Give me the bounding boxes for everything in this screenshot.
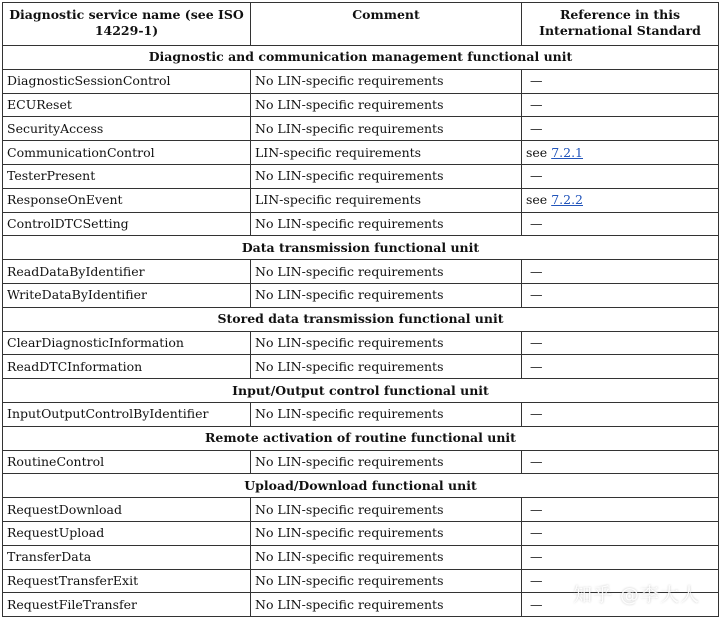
- table-row: [3, 69, 719, 93]
- table-row: [3, 260, 719, 284]
- table-row: [3, 93, 719, 117]
- table-row: [3, 498, 719, 522]
- reference-cell: —: [522, 93, 719, 117]
- reference-cell: —: [522, 521, 719, 545]
- reference-prefix: see: [526, 144, 552, 160]
- reference-link[interactable]: 7.2.2: [551, 192, 583, 208]
- table-row: [3, 164, 719, 188]
- service-name-cell: InputOutputControlByIdentifier: [3, 402, 251, 426]
- reference-cell: —: [522, 283, 719, 307]
- reference-cell: —: [522, 117, 719, 141]
- service-name-cell: ControlDTCSetting: [3, 212, 251, 236]
- table-header-row: [3, 3, 719, 46]
- table-row: [3, 402, 719, 426]
- comment-cell: No LIN-specific requirements: [251, 593, 522, 617]
- table-row: [3, 141, 719, 165]
- table-row: [3, 331, 719, 355]
- table-row: [3, 545, 719, 569]
- watermark: 知乎 @李大人: [572, 584, 700, 606]
- section-title: Upload/Download functional unit: [3, 474, 719, 498]
- reference-cell: —: [522, 355, 719, 379]
- comment-cell: No LIN-specific requirements: [251, 355, 522, 379]
- reference-cell: —: [522, 164, 719, 188]
- diagnostic-services-table: [2, 2, 719, 617]
- table-row: [3, 117, 719, 141]
- service-name-cell: RequestFileTransfer: [3, 593, 251, 617]
- service-name-cell: SecurityAccess: [3, 117, 251, 141]
- service-name-cell: ResponseOnEvent: [3, 188, 251, 212]
- table-row: [3, 450, 719, 474]
- comment-cell: No LIN-specific requirements: [251, 498, 522, 522]
- header-reference: Reference in this International Standard: [522, 3, 719, 46]
- reference-cell: —: [522, 212, 719, 236]
- section-header-row: [3, 379, 719, 403]
- table-row: [3, 283, 719, 307]
- reference-cell: —: [522, 498, 719, 522]
- reference-prefix: see: [526, 192, 552, 208]
- header-comment: Comment: [251, 3, 522, 46]
- reference-cell: [522, 141, 719, 165]
- service-name-cell: ReadDataByIdentifier: [3, 260, 251, 284]
- service-name-cell: WriteDataByIdentifier: [3, 283, 251, 307]
- table-row: [3, 355, 719, 379]
- comment-cell: LIN-specific requirements: [251, 141, 522, 165]
- table-row: [3, 521, 719, 545]
- reference-cell: —: [522, 69, 719, 93]
- comment-cell: No LIN-specific requirements: [251, 117, 522, 141]
- service-name-cell: CommunicationControl: [3, 141, 251, 165]
- section-title: Stored data transmission functional unit: [3, 307, 719, 331]
- service-name-cell: ECUReset: [3, 93, 251, 117]
- comment-cell: No LIN-specific requirements: [251, 450, 522, 474]
- service-name-cell: DiagnosticSessionControl: [3, 69, 251, 93]
- section-title: Remote activation of routine functional unit: [3, 426, 719, 450]
- document-page: [2, 2, 718, 617]
- comment-cell: No LIN-specific requirements: [251, 93, 522, 117]
- comment-cell: No LIN-specific requirements: [251, 69, 522, 93]
- service-name-cell: RequestDownload: [3, 498, 251, 522]
- section-header-row: [3, 236, 719, 260]
- comment-cell: No LIN-specific requirements: [251, 521, 522, 545]
- comment-cell: No LIN-specific requirements: [251, 569, 522, 593]
- section-title: Data transmission functional unit: [3, 236, 719, 260]
- section-title: Diagnostic and communication management functional unit: [3, 46, 719, 70]
- service-name-cell: TransferData: [3, 545, 251, 569]
- service-name-cell: TesterPresent: [3, 164, 251, 188]
- header-service-name: Diagnostic service name (see ISO 14229-1): [3, 3, 251, 46]
- service-name-cell: ClearDiagnosticInformation: [3, 331, 251, 355]
- comment-cell: No LIN-specific requirements: [251, 331, 522, 355]
- table-body: [3, 46, 719, 617]
- reference-cell: —: [522, 593, 719, 617]
- reference-cell: —: [522, 450, 719, 474]
- section-title: Input/Output control functional unit: [3, 379, 719, 403]
- comment-cell: No LIN-specific requirements: [251, 212, 522, 236]
- section-header-row: [3, 46, 719, 70]
- reference-cell: —: [522, 260, 719, 284]
- comment-cell: No LIN-specific requirements: [251, 164, 522, 188]
- service-name-cell: RoutineControl: [3, 450, 251, 474]
- reference-link[interactable]: 7.2.1: [551, 144, 583, 160]
- reference-cell: [522, 188, 719, 212]
- reference-cell: —: [522, 545, 719, 569]
- comment-cell: LIN-specific requirements: [251, 188, 522, 212]
- service-name-cell: ReadDTCInformation: [3, 355, 251, 379]
- comment-cell: No LIN-specific requirements: [251, 283, 522, 307]
- comment-cell: No LIN-specific requirements: [251, 402, 522, 426]
- service-name-cell: RequestUpload: [3, 521, 251, 545]
- table-row: [3, 188, 719, 212]
- reference-cell: —: [522, 402, 719, 426]
- reference-cell: —: [522, 569, 719, 593]
- table-row: [3, 212, 719, 236]
- comment-cell: No LIN-specific requirements: [251, 545, 522, 569]
- comment-cell: No LIN-specific requirements: [251, 260, 522, 284]
- section-header-row: [3, 307, 719, 331]
- section-header-row: [3, 474, 719, 498]
- reference-cell: —: [522, 331, 719, 355]
- section-header-row: [3, 426, 719, 450]
- service-name-cell: RequestTransferExit: [3, 569, 251, 593]
